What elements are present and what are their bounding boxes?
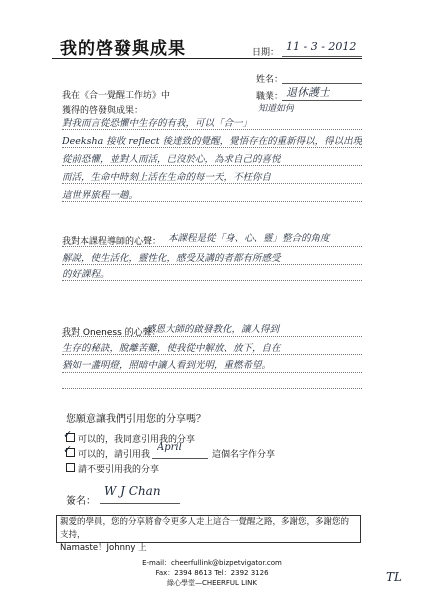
date-value: 11 - 3 - 2012 [286, 40, 357, 53]
signature-value: W J Chan [104, 484, 161, 498]
share-question: 您願意讓我們引用您的分享嗎？ [66, 414, 206, 425]
gains-text-3: 從前恐懼，並對人而活，已沒於心，為求自己的喜悦 [62, 154, 281, 165]
option-alias-label: 可以的，請引用我 [78, 450, 151, 460]
footer-org: 綠心學堂—CHEERFUL LINK [167, 579, 257, 587]
job-note: 知道如何 [258, 104, 295, 114]
course-text-3: 的好課程。 [62, 269, 110, 280]
notice-line-1: 親愛的學員，您的分享將會令更多人走上這合一覺醒之路，多謝您，多謝您的支持， [60, 517, 350, 540]
gains-rule-1 [62, 129, 362, 130]
checkmark-icon: ✓ [63, 443, 73, 456]
oneness-rule-4 [62, 388, 362, 389]
option-agree-label: 可以的，我同意引用我的分享 [78, 435, 196, 445]
gains-rule-2 [62, 147, 362, 148]
oneness-rule-2 [62, 354, 362, 355]
job-label: 職業： [256, 92, 284, 102]
oneness-text-3: 猶如一盞明燈，照暗中讓人看到光明，重燃希望。 [62, 360, 272, 371]
oneness-text-2: 生存的秘訣，脫離苦難，使我從中解放、放下，自在 [62, 343, 281, 354]
gains-text-1: 對我而言從恐懼中生存的有我，可以「合一」 [62, 118, 253, 129]
job-value: 退休護士 [286, 86, 330, 99]
course-rule-1 [62, 246, 362, 247]
gains-text-4: 而活，生命中時刻上活在生命的每一天，不枉你自 [62, 172, 272, 183]
gains-rule-5 [62, 201, 362, 202]
option-alias-name: April [157, 442, 182, 453]
title-divider [52, 58, 362, 59]
notice-box [56, 515, 361, 553]
option-decline-checkbox[interactable] [66, 463, 75, 472]
gains-text-5: 這世界旅程一趟。 [62, 190, 139, 201]
oneness-rule-3 [62, 372, 362, 373]
course-rule-2 [62, 264, 362, 265]
date-underline [282, 56, 362, 57]
oneness-text-1: 感恩大師的啟發教化，讓人得到 [146, 324, 280, 335]
option-decline-label: 請不要引用我的分享 [78, 465, 160, 475]
page-mark: TL [386, 570, 402, 584]
gains-rule-3 [62, 165, 362, 166]
footer-email: E-mail：cheerfullink@bizpetvigator.com [142, 559, 282, 567]
course-text-2: 解說，使生活化，靈性化，感受及講的者都有所感受 [62, 253, 281, 264]
option-alias-suffix: 這個名字作分享 [212, 450, 276, 460]
form-title: 我的啓發與成果 [60, 39, 186, 59]
signature-label: 簽名： [66, 496, 96, 507]
oneness-rule-1 [62, 336, 362, 337]
date-label: 日期： [252, 48, 280, 58]
footer-phone: Fax：2394 8613 Tel：2392 3126 [155, 569, 269, 577]
oneness-label: 我對 Oneness 的心聲： [62, 328, 161, 338]
checkmark-icon: ✓ [63, 428, 73, 441]
course-rule-3 [62, 280, 362, 281]
name-label: 姓名： [256, 75, 284, 85]
signature-underline [100, 503, 180, 504]
notice-line-2: Namaste！Johnny 上 [60, 543, 147, 553]
gains-text-2: Deeksha 接收 reflect 後達致的覺醒，覺悟存在的重新得以，得以出現 [62, 136, 362, 147]
course-text-1: 本課程是從「身、心、靈」整合的角度 [168, 233, 330, 244]
gains-label: 獲得的啓發與成果： [62, 106, 144, 116]
alias-underline [152, 458, 208, 459]
course-label: 我對本課程導師的心聲： [62, 237, 162, 247]
workshop-line: 我在《合一覺醒工作坊》中 [62, 91, 171, 101]
gains-rule-4 [62, 183, 362, 184]
